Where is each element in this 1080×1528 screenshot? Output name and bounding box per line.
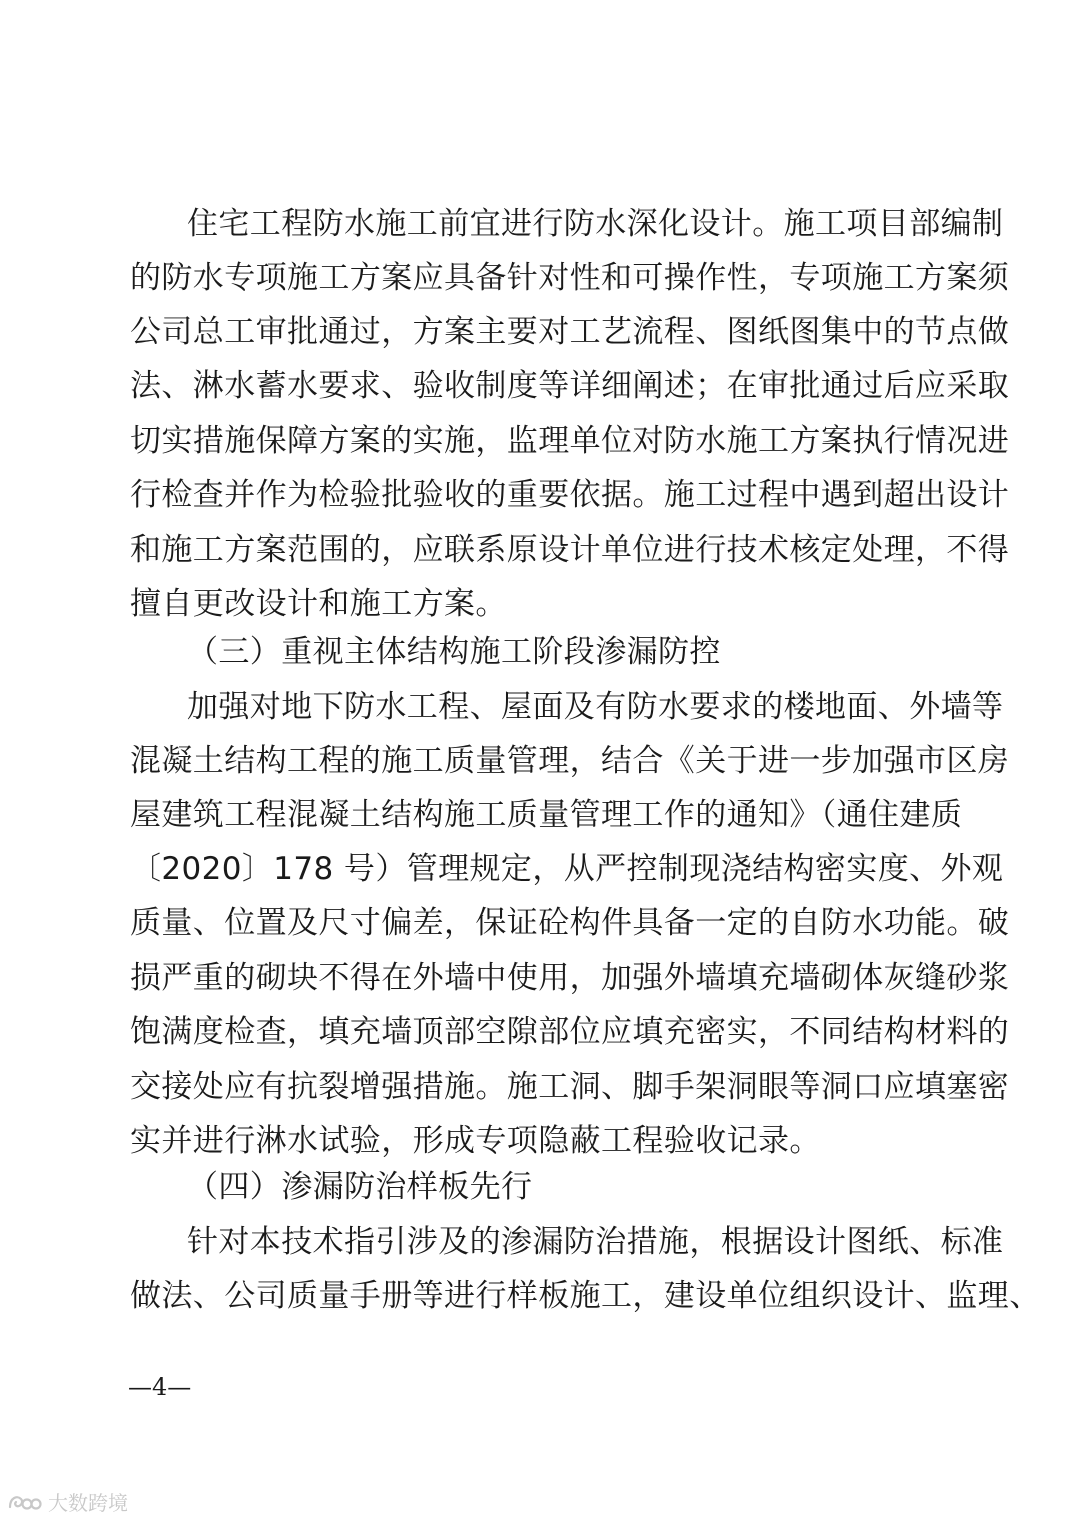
paragraph-line: 加强对地下防水工程、屋面及有防水要求的楼地面、外墙等: [187, 689, 1004, 725]
watermark-text: 大数跨境: [48, 1491, 128, 1515]
paragraph-line: 做法、公司质量手册等进行样板施工，建设单位组织设计、监理、: [130, 1278, 1041, 1314]
paragraph-line: 行检查并作为检验批验收的重要依据。施工过程中遇到超出设计: [130, 477, 1010, 513]
paragraph-line: 质量、位置及尺寸偏差，保证砼构件具备一定的自防水功能。破: [130, 905, 1010, 941]
section-heading-3: （三）重视主体结构施工阶段渗漏防控: [187, 634, 721, 670]
watermark: [8, 1489, 128, 1517]
paragraph-line: 屋建筑工程混凝土结构施工质量管理工作的通知》（通住建质: [130, 797, 963, 833]
page-number: —4—: [128, 1373, 192, 1401]
paragraph-line: 住宅工程防水施工前宜进行防水深化设计。施工项目部编制: [187, 206, 1004, 242]
paragraph-line: 法、淋水蓄水要求、验收制度等详细阐述；在审批通过后应采取: [130, 368, 1010, 404]
paragraph-line: 切实措施保障方案的实施，监理单位对防水施工方案执行情况进: [130, 423, 1010, 459]
paragraph-line: 交接处应有抗裂增强措施。施工洞、脚手架洞眼等洞口应填塞密: [130, 1069, 1010, 1105]
paragraph-line: 擅自更改设计和施工方案。: [130, 586, 507, 622]
paragraph-line: 针对本技术指引涉及的渗漏防治措施，根据设计图纸、标准: [187, 1224, 1004, 1260]
paragraph-line: 损严重的砌块不得在外墙中使用，加强外墙填充墙砌体灰缝砂浆: [130, 960, 1010, 996]
paragraph-line: 饱满度检查，填充墙顶部空隙部位应填充密实，不同结构材料的: [130, 1014, 1010, 1050]
section-heading-4: （四）渗漏防治样板先行: [187, 1169, 533, 1205]
paragraph-line: 混凝土结构工程的施工质量管理，结合《关于进一步加强市区房: [130, 743, 1010, 779]
paragraph-line: 〔2020〕178 号）管理规定，从严控制现浇结构密实度、外观: [130, 851, 1004, 887]
paragraph-line: 和施工方案范围的，应联系原设计单位进行技术核定处理，不得: [130, 532, 1010, 568]
paragraph-line: 的防水专项施工方案应具备针对性和可操作性，专项施工方案须: [130, 260, 1010, 296]
brand-logo-icon: [8, 1492, 42, 1514]
paragraph-line: 实并进行淋水试验，形成专项隐蔽工程验收记录。: [130, 1123, 821, 1159]
paragraph-line: 公司总工审批通过，方案主要对工艺流程、图纸图集中的节点做: [130, 314, 1010, 350]
